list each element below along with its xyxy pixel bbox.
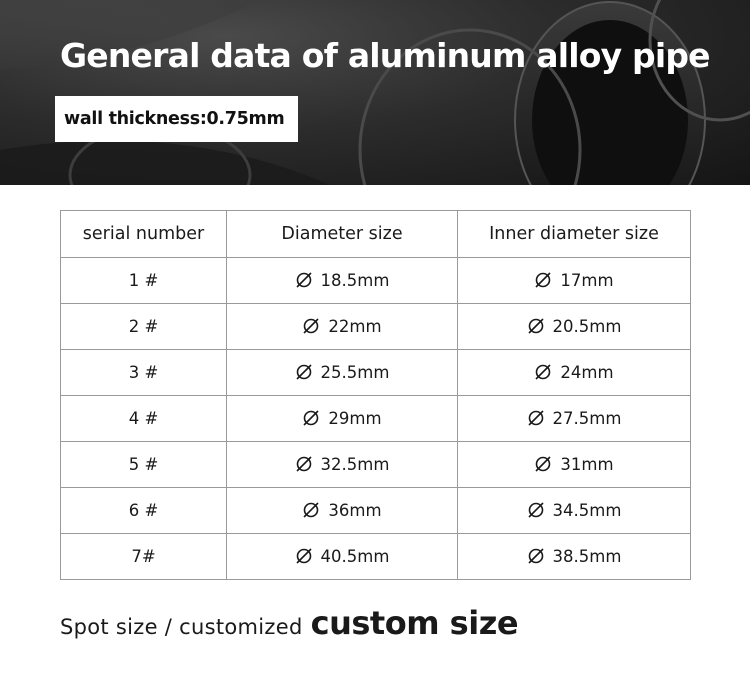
diameter-symbol-icon	[534, 271, 552, 289]
diameter-cell	[227, 488, 458, 534]
diameter-symbol-icon	[295, 455, 313, 473]
diameter-value: 36mm	[328, 501, 382, 520]
inner-diameter-value: 20.5mm	[552, 317, 622, 336]
diameter-symbol-icon	[295, 363, 313, 381]
serial-value: 7#	[131, 547, 156, 566]
table-row	[61, 258, 691, 304]
diameter-value: 25.5mm	[320, 363, 390, 382]
header-banner	[0, 0, 750, 185]
serial-value: 4 #	[128, 409, 159, 428]
diameter-value: 32.5mm	[320, 455, 390, 474]
serial-value: 6 #	[128, 501, 159, 520]
diameter-symbol-icon	[302, 409, 320, 427]
spot-size-text: Spot size / customized	[60, 615, 303, 639]
diameter-cell	[227, 396, 458, 442]
diameter-cell	[227, 442, 458, 488]
inner-diameter-cell	[458, 396, 691, 442]
footer-caption	[60, 604, 518, 642]
custom-size-text: custom size	[310, 604, 519, 642]
table-header-row	[61, 211, 691, 258]
diameter-symbol-icon	[534, 363, 552, 381]
inner-diameter-cell	[458, 442, 691, 488]
diameter-symbol-icon	[527, 317, 545, 335]
diameter-symbol-icon	[302, 317, 320, 335]
inner-diameter-cell	[458, 488, 691, 534]
inner-diameter-value: 34.5mm	[552, 501, 622, 520]
diameter-cell	[227, 258, 458, 304]
table-row	[61, 534, 691, 580]
serial-value: 2 #	[128, 317, 159, 336]
inner-diameter-value: 31mm	[560, 455, 614, 474]
diameter-cell	[227, 534, 458, 580]
inner-diameter-value: 17mm	[560, 271, 614, 290]
serial-cell	[61, 350, 227, 396]
serial-cell	[61, 396, 227, 442]
column-header-inner-diameter: Inner diameter size	[458, 211, 691, 258]
pipe-size-table	[60, 210, 691, 580]
diameter-value: 18.5mm	[320, 271, 390, 290]
inner-diameter-value: 24mm	[560, 363, 614, 382]
wall-thickness-badge: wall thickness:0.75mm	[55, 96, 298, 142]
diameter-symbol-icon	[295, 547, 313, 565]
inner-diameter-cell	[458, 534, 691, 580]
table-row	[61, 396, 691, 442]
page-title: General data of aluminum alloy pipe	[60, 36, 710, 75]
inner-diameter-cell	[458, 258, 691, 304]
inner-diameter-cell	[458, 350, 691, 396]
table-row	[61, 350, 691, 396]
serial-value: 1 #	[128, 271, 159, 290]
diameter-symbol-icon	[527, 547, 545, 565]
column-header-diameter: Diameter size	[227, 211, 458, 258]
table-row	[61, 304, 691, 350]
serial-cell	[61, 534, 227, 580]
inner-diameter-cell	[458, 304, 691, 350]
diameter-value: 40.5mm	[320, 547, 390, 566]
diameter-cell	[227, 304, 458, 350]
diameter-symbol-icon	[295, 271, 313, 289]
diameter-symbol-icon	[534, 455, 552, 473]
serial-cell	[61, 304, 227, 350]
serial-value: 5 #	[128, 455, 159, 474]
pipes-background-image	[0, 0, 750, 185]
column-header-serial: serial number	[61, 211, 227, 258]
diameter-cell	[227, 350, 458, 396]
diameter-symbol-icon	[302, 501, 320, 519]
serial-cell	[61, 258, 227, 304]
serial-cell	[61, 488, 227, 534]
inner-diameter-value: 38.5mm	[552, 547, 622, 566]
table-row	[61, 442, 691, 488]
table-row	[61, 488, 691, 534]
diameter-value: 22mm	[328, 317, 382, 336]
serial-cell	[61, 442, 227, 488]
diameter-symbol-icon	[527, 409, 545, 427]
diameter-value: 29mm	[328, 409, 382, 428]
inner-diameter-value: 27.5mm	[552, 409, 622, 428]
diameter-symbol-icon	[527, 501, 545, 519]
serial-value: 3 #	[128, 363, 159, 382]
